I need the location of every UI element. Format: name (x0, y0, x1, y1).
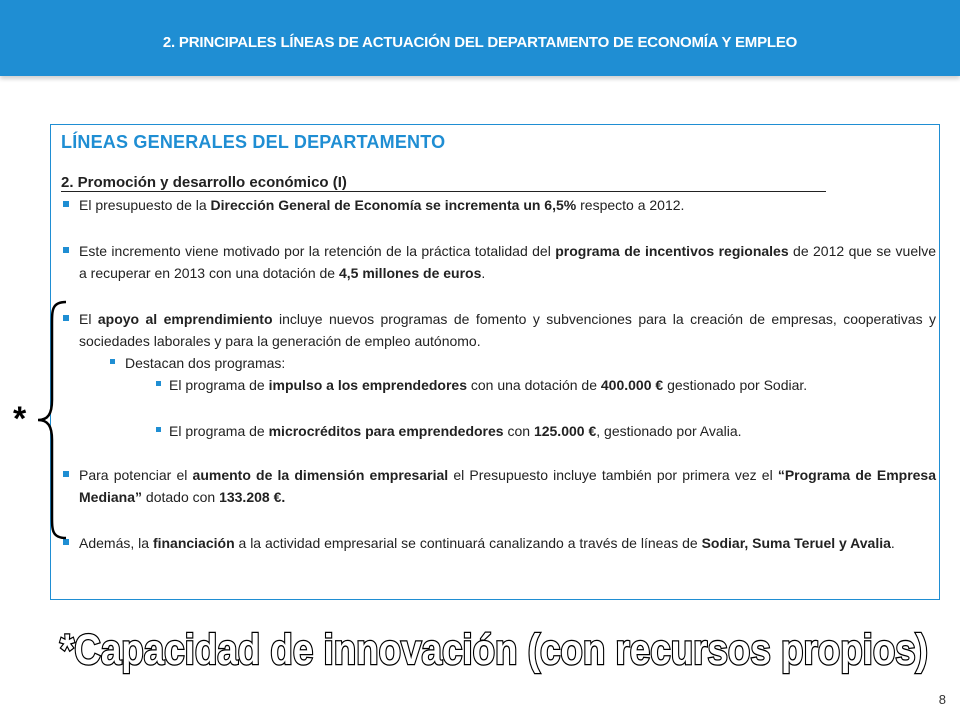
box-heading: LÍNEAS GENERALES DEL DEPARTAMENTO (61, 132, 446, 152)
content-box (50, 124, 940, 600)
sub-sub-bullet-icon (156, 381, 161, 386)
page-number: 8 (938, 692, 946, 707)
paragraph-empresa-mediana: Para potenciar el aumento de la dimensión empresarial el Presupuesto incluye también por primera vez el “Programa de Empresa Mediana” dotado con 133.208 €. (79, 467, 937, 505)
subheading: 2. Promoción y desarrollo económico (I) (61, 174, 347, 191)
slide-title: 2. PRINCIPALES LÍNEAS DE ACTUACIÓN DEL DEPARTAMENTO DE ECONOMÍA Y EMPLEO (162, 34, 798, 51)
sub-bullet-icon (110, 359, 115, 364)
bullet-icon (63, 247, 69, 253)
brace-asterisk: * (13, 400, 27, 438)
header-bar (0, 0, 960, 76)
paragraph-financiacion: Además, la financiación a la actividad empresarial se continuará canalizando a través de líneas de Sodiar, Suma Teruel y Avalia. (79, 535, 895, 551)
paragraph-program-microcreditos: El programa de microcréditos para emprendedores con 125.000 €, gestionado por Avalia. (169, 423, 742, 439)
paragraph-two-programs: Destacan dos programas: (125, 355, 286, 371)
innovation-caption-text: *Capacidad de innovación (con recursos propios) (60, 626, 928, 674)
paragraph-entrepreneurship: El apoyo al emprendimiento incluye nuevos programas de fomento y subvenciones para la creación de empresas, cooperativas y sociedades laborales y para la generación de empleo autónomo. (79, 311, 936, 349)
paragraph-budget: El presupuesto de la Dirección General de Economía se incrementa un 6,5% respecto a 2012. (79, 197, 685, 213)
paragraph-incentives: Este incremento viene motivado por la retención de la práctica totalidad del programa de incentivos regionales de 2012 que se vuelve a recuperar en 2013 con una dotación de 4,5 millones de euros. (79, 243, 936, 281)
bullet-icon (63, 201, 69, 207)
curly-brace-icon (30, 300, 70, 540)
sub-sub-bullet-icon (156, 427, 161, 432)
paragraph-program-emprendedores: El programa de impulso a los emprendedores con una dotación de 400.000 € gestionado por Sodiar. (169, 377, 808, 393)
innovation-caption (56, 612, 936, 678)
subheading-underline (61, 191, 826, 192)
